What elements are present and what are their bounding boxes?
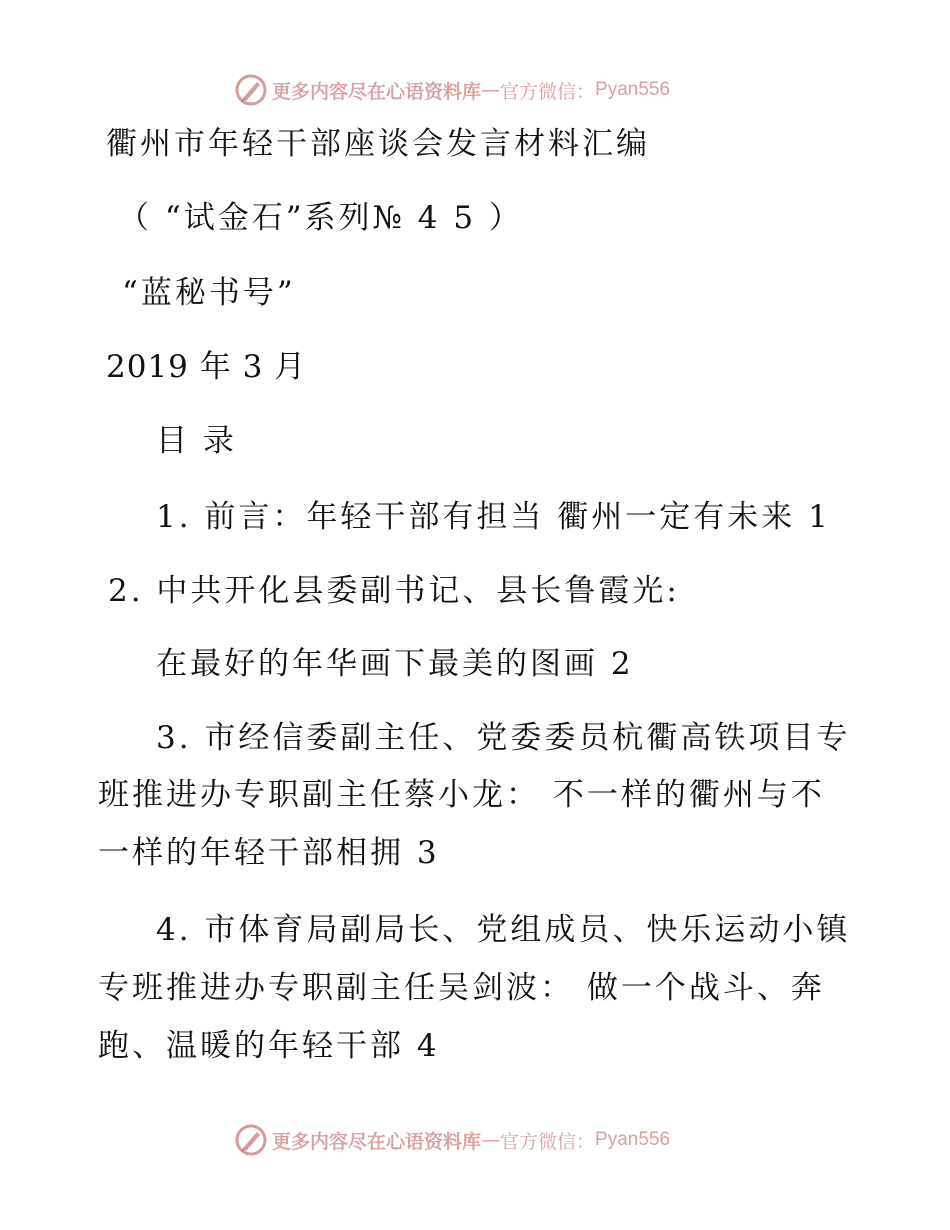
watermark-banner-top — [234, 73, 670, 107]
publisher-label: “蓝秘书号” — [122, 275, 296, 311]
watermark-dash: — — [481, 1129, 501, 1151]
document-date: 2019 年 3 月 — [106, 349, 307, 385]
toc-item-3-line-3: 一样的年轻干部相拥 3 — [98, 835, 440, 871]
watermark-wechat-label: 官方微信： — [500, 80, 596, 103]
watermark-wechat-label: 官方微信： — [500, 1130, 596, 1153]
toc-item-4-line-2: 专班推进办专职副主任吴剑波： 做一个战斗、奔 — [98, 970, 825, 1006]
toc-item-3-line-1: 3. 市经信委副主任、党委委员杭衢高铁项目专 — [156, 720, 851, 756]
watermark-main-text: 更多内容尽在心语资料库 — [272, 1130, 482, 1153]
toc-item-2-line-2: 在最好的年华画下最美的图画 2 — [156, 646, 634, 682]
watermark-wechat-id: Pyan556 — [595, 79, 671, 100]
watermark-main-text: 更多内容尽在心语资料库 — [272, 80, 482, 103]
watermark-wechat-id: Pyan556 — [595, 1129, 671, 1150]
document-title: 衢州市年轻干部座谈会发言材料汇编 — [106, 126, 650, 162]
toc-heading: 目 录 — [156, 423, 237, 459]
toc-item-1: 1. 前言：年轻干部有担当 衢州一定有未来 1 — [156, 499, 831, 535]
watermark-banner-bottom — [234, 1123, 670, 1157]
pen-logo-icon — [234, 73, 268, 107]
toc-item-2-line-1: 2. 中共开化县委副书记、县长鲁霞光: — [108, 573, 680, 609]
pen-logo-icon — [234, 1123, 268, 1157]
toc-item-3-line-2: 班推进办专职副主任蔡小龙： 不一样的衢州与不 — [98, 777, 825, 813]
series-label: （ “试金石”系列№ 4 5 ） — [118, 200, 523, 236]
toc-item-4-line-3: 跑、温暖的年轻干部 4 — [98, 1028, 440, 1064]
toc-item-4-line-1: 4. 市体育局副局长、党组成员、快乐运动小镇 — [156, 912, 851, 948]
watermark-dash: — — [481, 79, 501, 101]
